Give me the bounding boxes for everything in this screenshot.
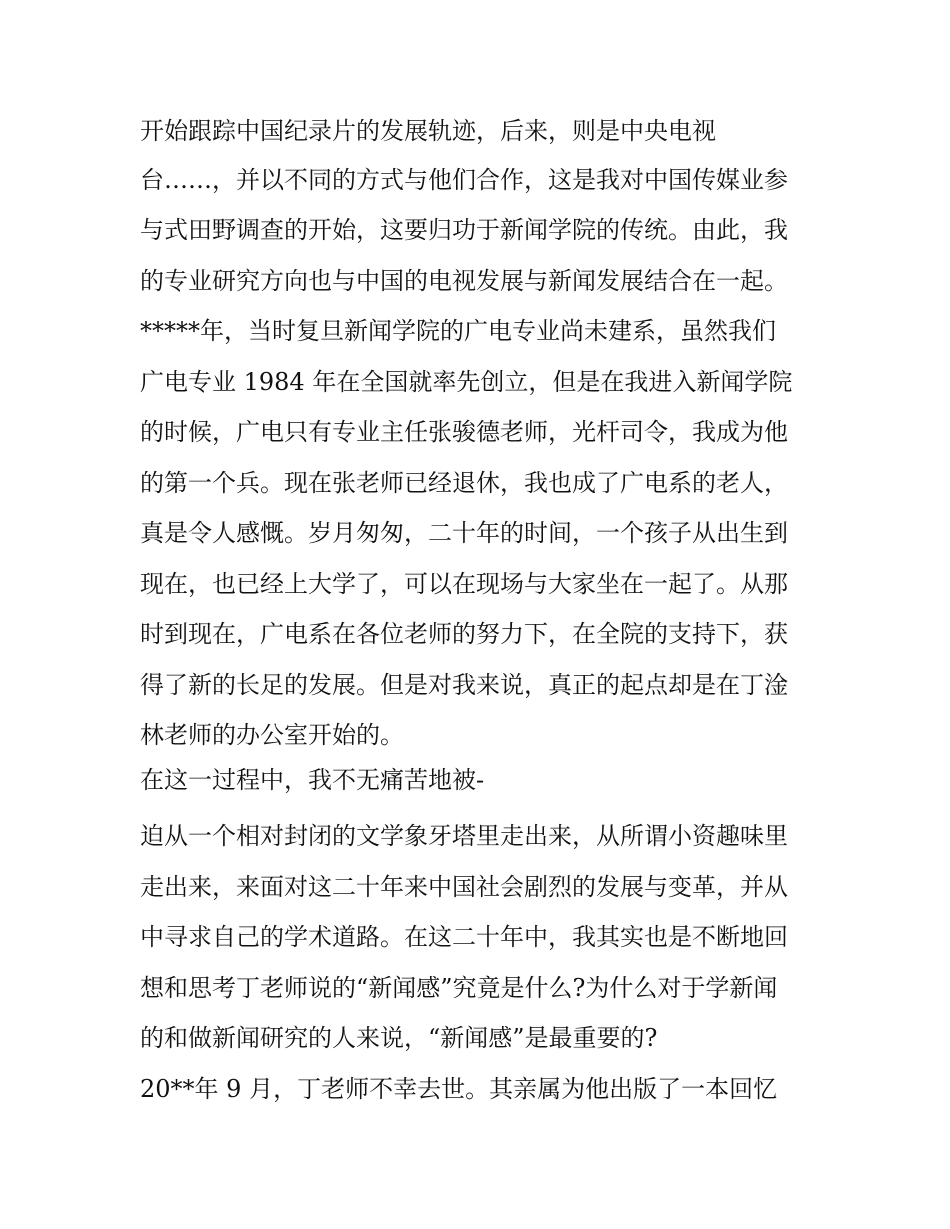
text-line: 现在，也已经上大学了，可以在现场与大家坐在一起了。从那 (140, 570, 788, 598)
text-line: 20**年 9 月，丁老师不幸去世。其亲属为他出版了一本回忆 (140, 1075, 778, 1103)
text-line: 林老师的办公室开始的。 (140, 721, 404, 749)
text-line: 得了新的长足的发展。但是对我来说，真正的起点却是在丁淦 (140, 671, 788, 699)
text-line: 时到现在，广电系在各位老师的努力下，在全院的支持下，获 (140, 620, 788, 648)
text-line: 与式田野调查的开始，这要归功于新闻学院的传统。由此，我 (140, 216, 788, 244)
text-line: 开始跟踪中国纪录片的发展轨迹，后来，则是中央电视 (140, 117, 716, 145)
text-line: 想和思考丁老师说的“新闻感”究竟是什么?为什么对于学新闻 (140, 974, 778, 1002)
text-line: 中寻求自己的学术道路。在这二十年中，我其实也是不断地回 (140, 923, 788, 951)
text-line: 台……，并以不同的方式与他们合作，这是我对中国传媒业参 (140, 166, 788, 194)
text-line: 真是令人感慨。岁月匆匆，二十年的时间，一个孩子从出生到 (140, 519, 788, 547)
text-line: 走出来，来面对这二十年来中国社会剧烈的发展与变革，并从 (140, 873, 788, 901)
text-line: 的和做新闻研究的人来说，“新闻感”是最重要的? (140, 1024, 658, 1052)
text-line: 的专业研究方向也与中国的电视发展与新闻发展结合在一起。 (140, 267, 788, 295)
text-line: 迫从一个相对封闭的文学象牙塔里走出来，从所谓小资趣味里 (140, 822, 788, 850)
text-line: 的时候，广电只有专业主任张骏德老师，光杆司令，我成为他 (140, 418, 788, 446)
text-line: *****年，当时复旦新闻学院的广电专业尚未建系，虽然我们 (140, 317, 776, 345)
text-line: 在这一过程中，我不无痛苦地被- (140, 766, 485, 794)
text-line: 的第一个兵。现在张老师已经退休，我也成了广电系的老人， (140, 469, 788, 497)
text-line: 广电专业 1984 年在全国就率先创立，但是在我进入新闻学院 (140, 368, 793, 396)
